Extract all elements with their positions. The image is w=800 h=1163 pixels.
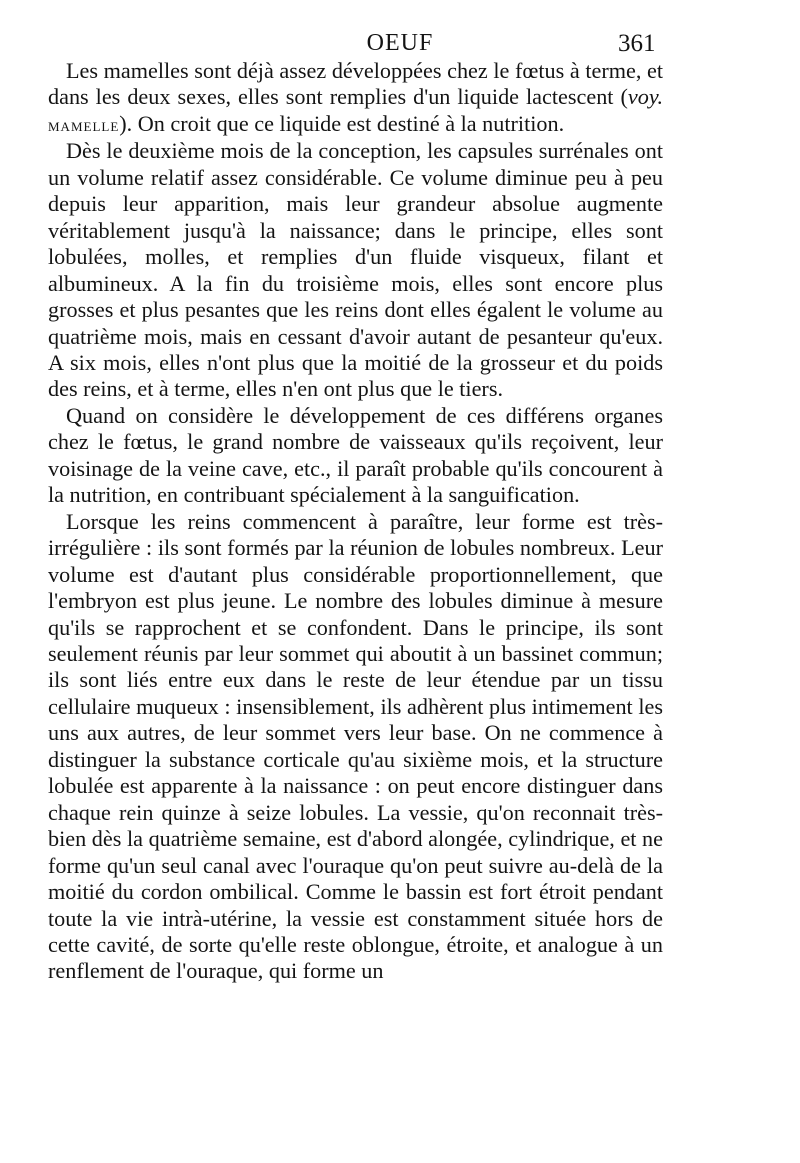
paragraph-mamelles [48, 58, 663, 138]
body-text [48, 58, 663, 985]
paragraph-sanguification: Quand on considère le développement de ces différens organes chez le fœtus, le grand nombre de vaisseaux qu'ils reçoivent, leur voisinage de la veine cave, etc., il paraît probable qu'ils concourent à la nutrition, en contribuant spécialement à la sanguification. [48, 402, 663, 508]
paragraph-reins-vessie: Lorsque les reins commencent à paraître, leur forme est très-irrégulière : ils sont formés par la réunion de lobules nombreux. Leur volume est d'autant plus considérable proportionnellement, que l'embryon est plus jeune. Le nombre des lobules diminue à mesure qu'ils se rapprochent et se confondent. Dans le principe, ils sont seulement réunis par leur sommet qui aboutit à un bassinet commun; ils sont liés entre eux dans le reste de leur étendue par un tissu cellulaire muqueux : insensiblement, ils adhèrent plus intimement les uns aux autres, de leur sommet vers leur base. On ne commence à distinguer la substance corticale qu'au sixième mois, et la structure lobulée est apparente à la naissance : on peut encore distinguer dans chaque rein quinze à seize lobules. La vessie, qu'on reconnait très-bien dès la quatrième semaine, est d'abord alongée, cylindrique, et ne forme qu'un seul canal avec l'ouraque qu'on peut suivre au-delà de la moitié du cordon ombilical. Comme le bassin est fort étroit pendant toute la vie intrà-utérine, la vessie est constamment située hors de cette cavité, de sorte qu'elle reste oblongue, étroite, et analogue à un renflement de l'ouraque, qui forme un [48, 508, 663, 984]
voy-abbreviation: voy. [627, 84, 663, 110]
page-header [0, 30, 800, 60]
cross-reference: mamelle [48, 114, 120, 135]
paragraph-capsules-surrenales: Dès le deuxième mois de la conception, les capsules surrénales ont un volume relatif assez considérable. Ce volume diminue peu à peu depuis leur apparition, mais leur grandeur absolue augmente véritablement jusqu'à la naissance; dans le principe, elles sont lobulées, molles, et remplies d'un fluide visqueux, filant et albumineux. A la fin du troisième mois, elles sont encore plus grosses et plus pesantes que les reins dont elles égalent le volume au quatrième mois, mais en cessant d'avoir autant de pesanteur qu'eux. A six mois, elles n'ont plus que la moitié de la grosseur et du poids des reins, et à terme, elles n'en ont plus que le tiers. [48, 138, 663, 402]
paragraph-text: ). On croit que ce liquide est destiné à la nutrition. [119, 110, 565, 136]
running-title: OEUF [366, 30, 434, 56]
page-number: 361 [618, 30, 656, 57]
paragraph-text: Les mamelles sont déjà assez développées chez le fœtus à terme, et dans les deux sexes, elles sont remplies d'un liquide lactescent ( [48, 58, 663, 110]
